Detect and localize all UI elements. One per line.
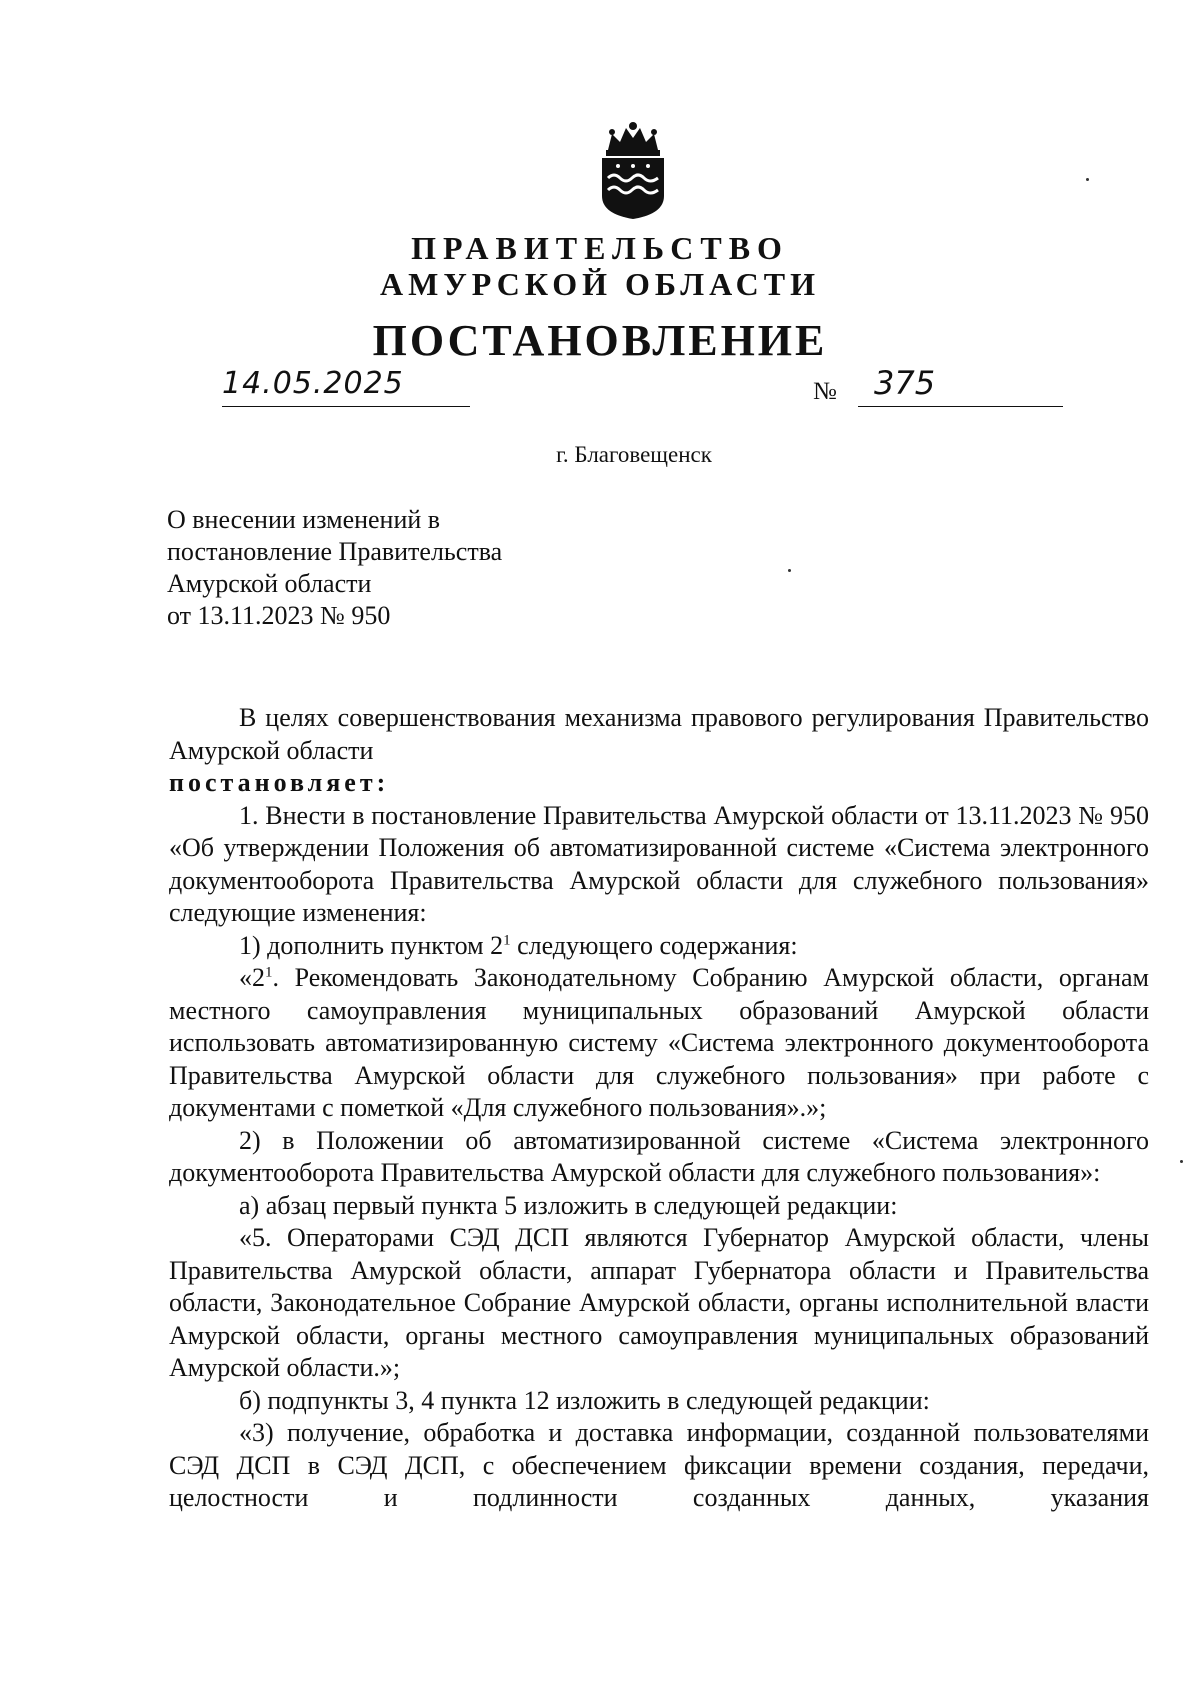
city-name: г. Благовещенск [556, 442, 712, 467]
handwritten-date: 14.05.2025 [222, 366, 404, 401]
document-type: ПОСТАНОВЛЕНИЕ [372, 316, 828, 365]
quoted-clause-3-paragraph: «3) получение, обработка и доставка информации, созданной пользователями СЭД ДСП в СЭД ДСП, с обеспечением фиксации времени создания, передачи, целостности и подлинности созданных данных, указания [169, 1418, 1149, 1512]
scan-speck [1180, 1160, 1183, 1163]
text-run: . Рекомендовать Законодательному Собранию Амурской области, органам местного самоуправления муниципальных образований Амурской области использовать автоматизированную систему «Система электронного документооборота Правительства Амурской области для служебного пользования» при работе с документами с пометкой «Для служебного пользования».»; [169, 963, 1149, 1122]
coat-of-arms-icon [596, 120, 670, 220]
quoted-clause-2-1-paragraph [169, 962, 1149, 1125]
text-run: 1) дополнить пунктом 2 [239, 930, 504, 960]
handwritten-number: 375 [874, 364, 936, 402]
resolves-word: постановляет: [169, 768, 390, 797]
document-body [169, 702, 1149, 1515]
subject-line: О внесении изменений в [167, 505, 441, 534]
item-a-paragraph: а) абзац первый пункта 5 изложить в следующей редакции: [239, 1190, 898, 1220]
document-subject [167, 504, 502, 632]
scan-speck [1086, 178, 1089, 181]
text-run: следующего содержания: [510, 930, 798, 960]
subclause-2-paragraph: 2) в Положении об автоматизированной системе «Система электронного документооборота Правительства Амурской области для служебного пользования»: [169, 1125, 1149, 1187]
number-label: № [813, 378, 837, 405]
issuer-title-line1: ПРАВИТЕЛЬСТВО [411, 230, 789, 266]
subject-line: от 13.11.2023 № 950 [167, 601, 391, 630]
text-run: «2 [239, 963, 265, 992]
superscript: 1 [503, 931, 511, 948]
subject-line: Амурской области [167, 569, 372, 598]
clause-1-paragraph: 1. Внести в постановление Правительства Амурской области от 13.11.2023 № 950 «Об утверждении Положения об автоматизированной системе «Система электронного документооборота Правительства Амурской области для служебного пользования» следующие изменения: [169, 800, 1149, 927]
quoted-clause-5-paragraph: «5. Операторами СЭД ДСП являются Губернатор Амурской области, члены Правительства Амурской области, аппарат Губернатора области и Правительства области, Законодательное Собрание Амурской области, органы исполнительной власти Амурской области, органы местного самоуправления муниципальных образований Амурской области.»; [169, 1223, 1149, 1382]
item-b-paragraph: б) подпункты 3, 4 пункта 12 изложить в следующей редакции: [239, 1385, 930, 1415]
superscript: 1 [265, 964, 273, 981]
date-underline [222, 406, 470, 407]
issuer-title-line2: АМУРСКОЙ ОБЛАСТИ [380, 266, 820, 302]
scan-speck [788, 569, 791, 572]
number-underline [858, 406, 1063, 407]
preamble-paragraph: В целях совершенствования механизма правового регулирования Правительство Амурской области [169, 703, 1149, 765]
subject-line: постановление Правительства [167, 537, 503, 566]
subclause-1-paragraph [169, 930, 1149, 963]
